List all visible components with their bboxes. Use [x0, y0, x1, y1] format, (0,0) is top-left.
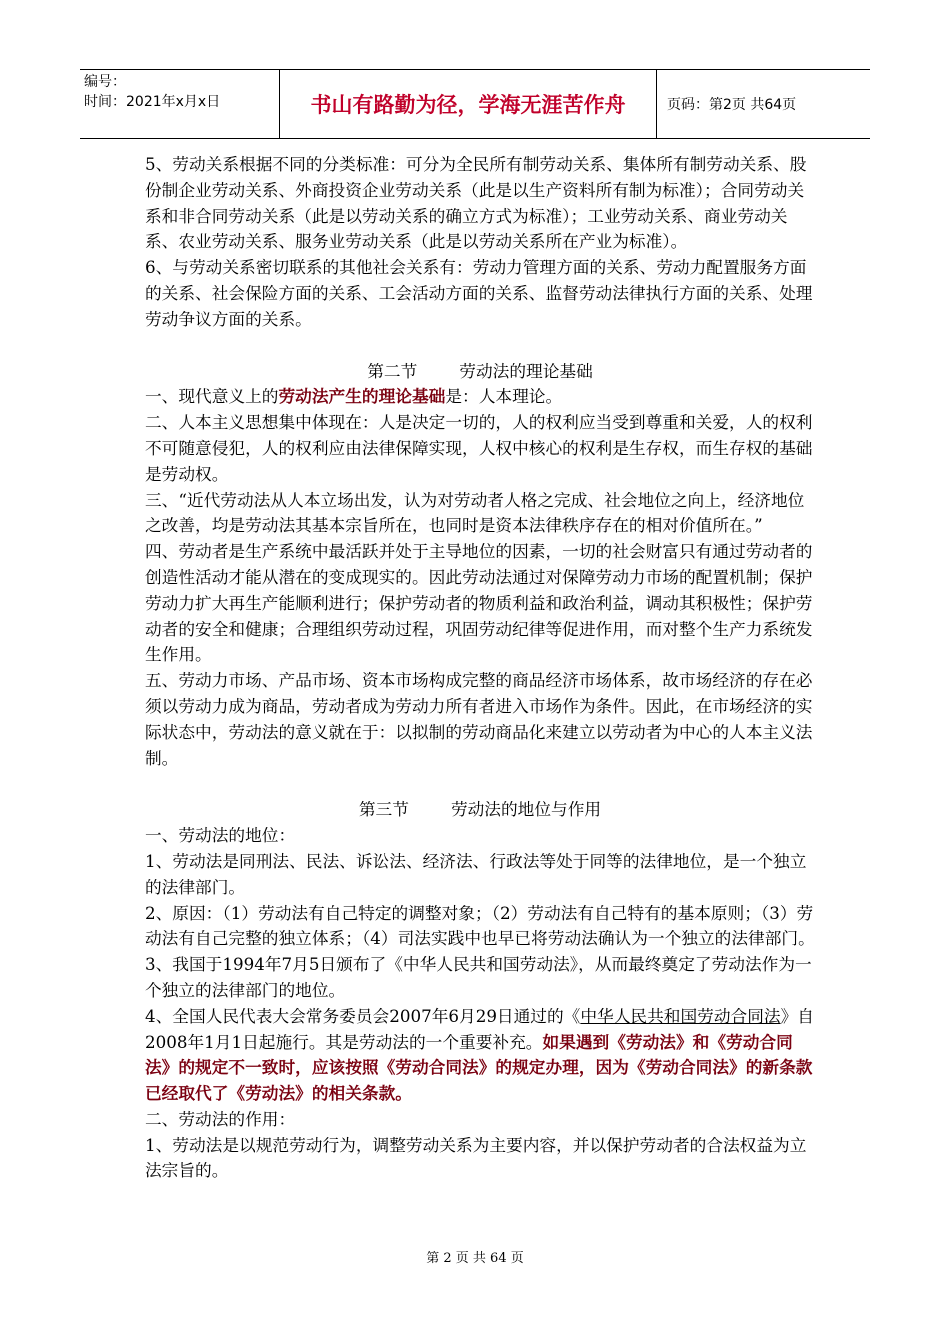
section-number: 第三节 [358, 799, 409, 820]
section-heading-3 [145, 797, 815, 823]
paragraph: 6、与劳动关系密切联系的其他社会关系有：劳动力管理方面的关系、劳动力配置服务方面的关系、社会保险方面的关系、工会活动方面的关系、监督劳动法律执行方面的关系、处理劳动争议方面的关系。 [145, 257, 813, 329]
paragraph: 二、人本主义思想集中体现在：人是决定一切的，人的权利应当受到尊重和关爱，人的权利不可随意侵犯，人的权利应由法律保障实现，人权中核心的权利是生存权，而生存权的基础是劳动权。 [145, 412, 813, 484]
page-footer: 第 2 页 共 64 页 [426, 1251, 524, 1266]
header-motto-cell [280, 70, 657, 138]
emphasis-text: 如果遇到《劳动法》和《劳动合同法》的规定不一致时，应该按照《劳动合同法》的规定办理，因为《劳动合同法》的新条款已经取代了《劳动法》的相关条款。 [145, 1031, 813, 1104]
text: 》自2008年1月1日起施行。其是劳动法的一个重要补充。 [145, 1005, 814, 1052]
paragraph: 3、我国于1994年7月5日颁布了《中华人民共和国劳动法》，从而最终奠定了劳动法作为一个独立的法律部门的地位。 [145, 954, 812, 1000]
paragraph: 三、“近代劳动法从人本立场出发，认为对劳动者人格之完成、社会地位之向上，经济地位之改善，均是劳动法其基本宗旨所在，也同时是资本法律秩序存在的相对价值所在。” [145, 489, 805, 536]
text: 是：人本理论。 [445, 386, 563, 407]
text: 4、全国人民代表大会常务委员会2007年6月29日通过的《 [145, 1005, 581, 1026]
number-label: 编号： [84, 74, 126, 90]
document-body [145, 152, 815, 1184]
paragraph: 一、劳动法的地位： [145, 825, 296, 846]
section-title: 劳动法的地位与作用 [450, 799, 602, 820]
emphasis-text: 劳动法产生的理论基础 [278, 386, 446, 407]
section-title: 劳动法的理论基础 [459, 360, 593, 381]
paragraph: 五、劳动力市场、产品市场、资本市场构成完整的商品经济市场体系，故市场经济的存在必须以劳动力成为商品，劳动者成为劳动力所有者进入市场作为条件。因此，在市场经济的实际状态中，劳动法的意义就在于：以拟制的劳动商品化来建立以劳动者为中心的人本主义法制。 [145, 670, 813, 768]
paragraph: 2、原因：（1）劳动法有自己特定的调整对象；（2）劳动法有自己特有的基本原则；（3）劳动法有自己完整的独立体系；（4）司法实践中也早已将劳动法确认为一个独立的法律部门。 [145, 902, 815, 949]
page-header [80, 69, 870, 139]
header-meta [80, 70, 280, 138]
law-link[interactable]: 中华人民共和国劳动合同法 [580, 1005, 781, 1026]
paragraph: 四、劳动者是生产系统中最活跃并处于主导地位的因素，一切的社会财富只有通过劳动者的创造性活动才能从潜在的变成现实的。因此劳动法通过对保障劳动力市场的配置机制；保护劳动力扩大再生产能顺利进行；保护劳动者的物质利益和政治利益，调动其积极性；保护劳动者的安全和健康；合理组织劳动过程，巩固劳动纪律等促进作用，而对整个生产力系统发生作用。 [145, 541, 813, 665]
motto: 书山有路勤为径，学海无涯苦作舟 [310, 93, 626, 117]
paragraph [145, 384, 815, 410]
paragraph: 1、劳动法是同刑法、民法、诉讼法、经济法、行政法等处于同等的法律地位，是一个独立的法律部门。 [145, 850, 807, 897]
section-number: 第二节 [367, 360, 418, 381]
paragraph [145, 1004, 815, 1107]
date-label: 时间：2021年x月x日 [84, 94, 221, 110]
paragraph: 5、劳动关系根据不同的分类标准：可分为全民所有制劳动关系、集体所有制劳动关系、股份制企业劳动关系、外商投资企业劳动关系（此是以生产资料所有制为标准）；合同劳动关系和非合同劳动关系（此是以劳动关系的确立方式为标准）；工业劳动关系、商业劳动关系、农业劳动关系、服务业劳动关系（此是以劳动关系所在产业为标准）。 [145, 154, 807, 252]
header-page-info: 页码：第2页 共64页 [667, 97, 797, 113]
paragraph: 二、劳动法的作用： [145, 1108, 296, 1129]
paragraph: 1、劳动法是以规范劳动行为，调整劳动关系为主要内容，并以保护劳动者的合法权益为立法宗旨的。 [145, 1134, 807, 1181]
text: 一、现代意义上的 [145, 386, 279, 407]
section-heading-2 [145, 359, 815, 385]
